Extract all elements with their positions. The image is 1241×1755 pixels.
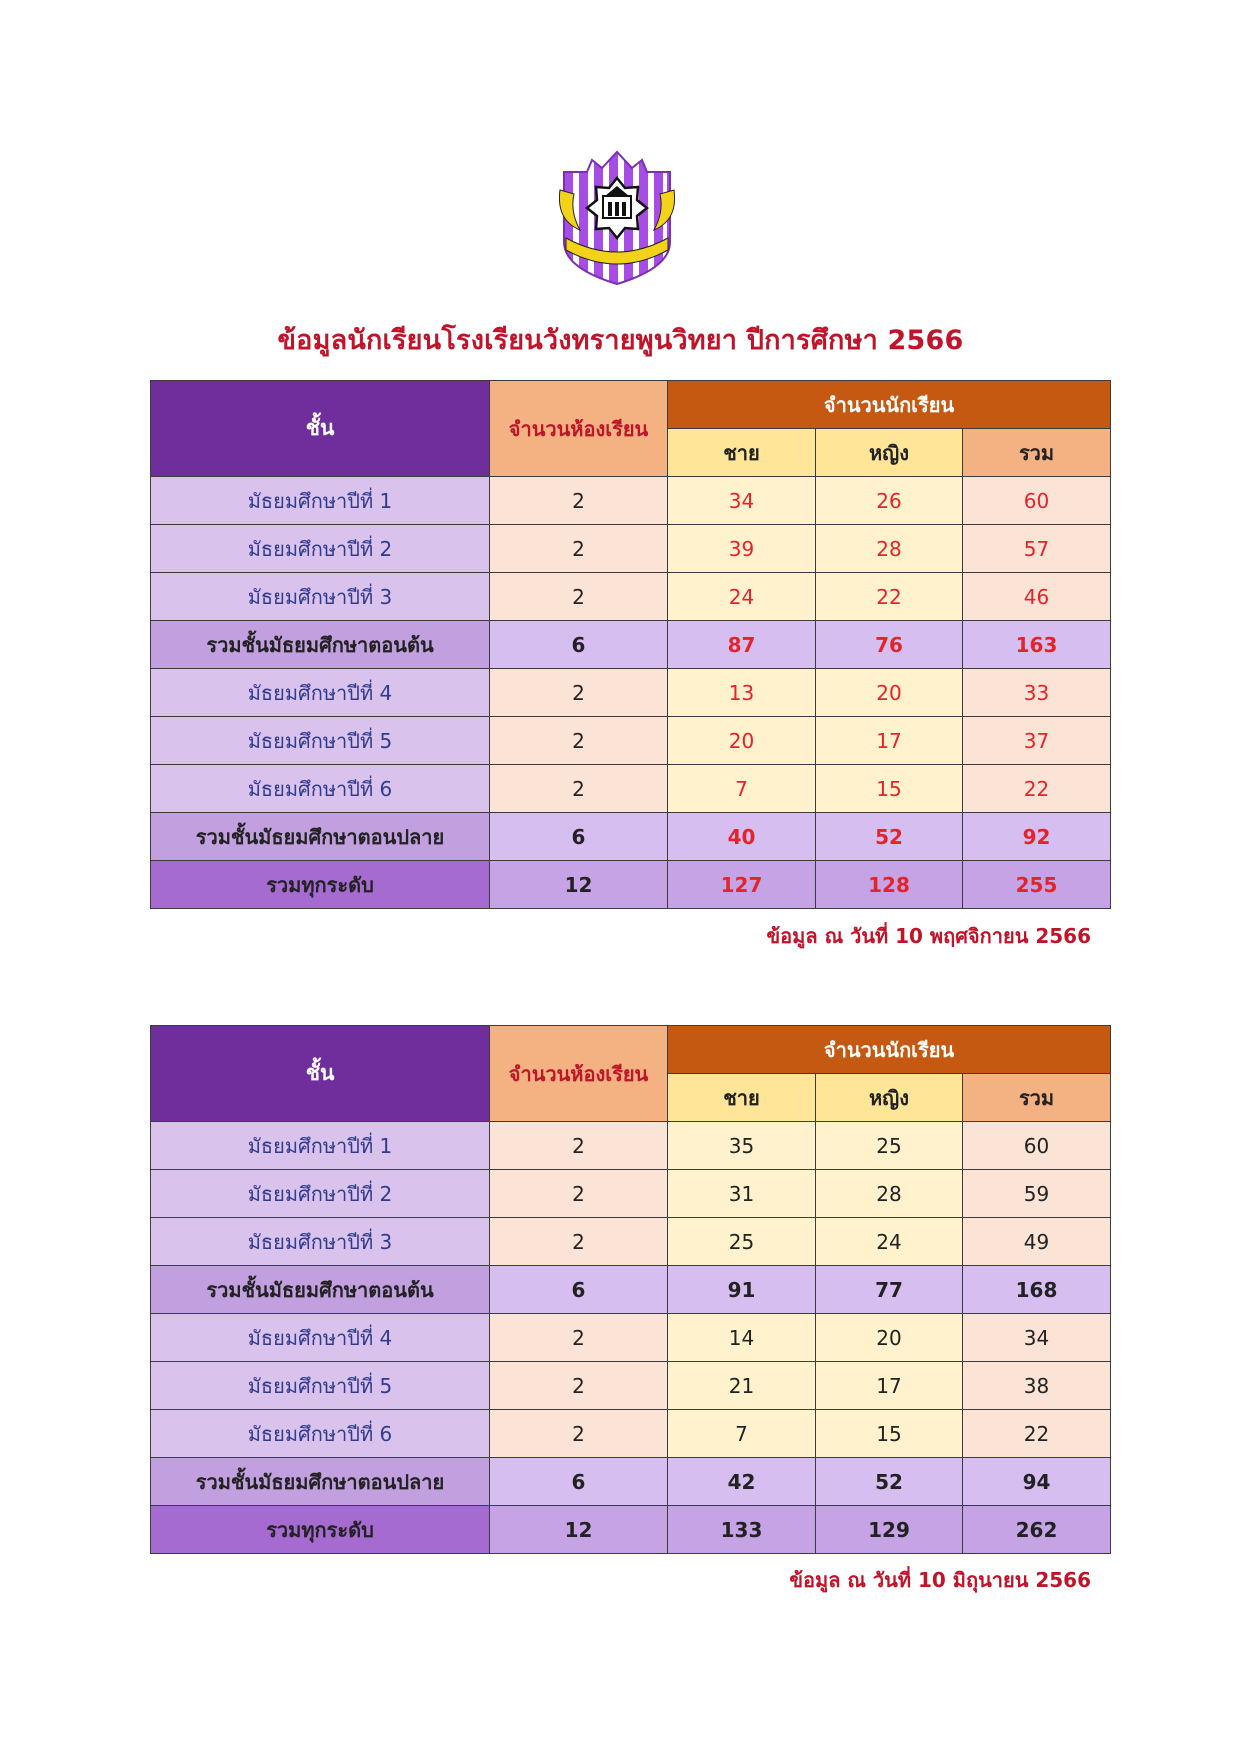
cell-total: 60 xyxy=(963,477,1111,525)
cell-female: 20 xyxy=(816,669,963,717)
table-row xyxy=(151,813,1111,861)
header-rooms: จำนวนห้องเรียน xyxy=(490,1026,668,1122)
table-row xyxy=(151,669,1111,717)
student-table-november xyxy=(150,380,1111,909)
table-row xyxy=(151,717,1111,765)
cell-female: 52 xyxy=(816,1458,963,1506)
cell-male: 34 xyxy=(668,477,816,525)
cell-total: 57 xyxy=(963,525,1111,573)
cell-rooms: 6 xyxy=(490,813,668,861)
cell-total: 60 xyxy=(963,1122,1111,1170)
cell-male: 31 xyxy=(668,1170,816,1218)
cell-female: 128 xyxy=(816,861,963,909)
cell-female: 15 xyxy=(816,765,963,813)
cell-male: 42 xyxy=(668,1458,816,1506)
header-level: ชั้น xyxy=(151,381,490,477)
cell-level: มัธยมศึกษาปีที่ 4 xyxy=(151,669,490,717)
cell-level: มัธยมศึกษาปีที่ 2 xyxy=(151,525,490,573)
cell-level: รวมทุกระดับ xyxy=(151,1506,490,1554)
table-row xyxy=(151,861,1111,909)
cell-rooms: 2 xyxy=(490,525,668,573)
cell-rooms: 2 xyxy=(490,1362,668,1410)
cell-total: 22 xyxy=(963,765,1111,813)
cell-total: 34 xyxy=(963,1314,1111,1362)
cell-male: 14 xyxy=(668,1314,816,1362)
cell-rooms: 2 xyxy=(490,1218,668,1266)
header-rooms: จำนวนห้องเรียน xyxy=(490,381,668,477)
cell-total: 33 xyxy=(963,669,1111,717)
cell-total: 92 xyxy=(963,813,1111,861)
cell-male: 87 xyxy=(668,621,816,669)
cell-male: 7 xyxy=(668,1410,816,1458)
cell-female: 15 xyxy=(816,1410,963,1458)
cell-level: รวมชั้นมัธยมศึกษาตอนต้น xyxy=(151,1266,490,1314)
cell-male: 127 xyxy=(668,861,816,909)
cell-rooms: 2 xyxy=(490,573,668,621)
header-students: จำนวนนักเรียน xyxy=(668,1026,1111,1074)
cell-total: 255 xyxy=(963,861,1111,909)
table-row xyxy=(151,525,1111,573)
table-row xyxy=(151,477,1111,525)
cell-female: 26 xyxy=(816,477,963,525)
cell-male: 24 xyxy=(668,573,816,621)
cell-level: มัธยมศึกษาปีที่ 5 xyxy=(151,1362,490,1410)
table-row xyxy=(151,1506,1111,1554)
cell-female: 22 xyxy=(816,573,963,621)
cell-female: 76 xyxy=(816,621,963,669)
cell-rooms: 2 xyxy=(490,717,668,765)
cell-rooms: 12 xyxy=(490,1506,668,1554)
cell-level: มัธยมศึกษาปีที่ 6 xyxy=(151,1410,490,1458)
cell-level: มัธยมศึกษาปีที่ 1 xyxy=(151,477,490,525)
cell-male: 13 xyxy=(668,669,816,717)
table-row xyxy=(151,1266,1111,1314)
cell-level: มัธยมศึกษาปีที่ 4 xyxy=(151,1314,490,1362)
cell-rooms: 12 xyxy=(490,861,668,909)
cell-male: 25 xyxy=(668,1218,816,1266)
cell-female: 28 xyxy=(816,525,963,573)
header-total: รวม xyxy=(963,429,1111,477)
cell-male: 7 xyxy=(668,765,816,813)
cell-male: 35 xyxy=(668,1122,816,1170)
table-row xyxy=(151,573,1111,621)
cell-rooms: 6 xyxy=(490,621,668,669)
cell-total: 22 xyxy=(963,1410,1111,1458)
cell-level: มัธยมศึกษาปีที่ 6 xyxy=(151,765,490,813)
table-row xyxy=(151,765,1111,813)
cell-level: มัธยมศึกษาปีที่ 2 xyxy=(151,1170,490,1218)
page-title: ข้อมูลนักเรียนโรงเรียนวังทรายพูนวิทยา ปีการศึกษา 2566 xyxy=(277,325,964,356)
cell-total: 163 xyxy=(963,621,1111,669)
cell-female: 24 xyxy=(816,1218,963,1266)
cell-total: 262 xyxy=(963,1506,1111,1554)
data-date-note: ข้อมูล ณ วันที่ 10 มิถุนายน 2566 xyxy=(789,1568,1091,1592)
table-row xyxy=(151,1218,1111,1266)
cell-female: 25 xyxy=(816,1122,963,1170)
cell-total: 46 xyxy=(963,573,1111,621)
cell-female: 77 xyxy=(816,1266,963,1314)
cell-total: 59 xyxy=(963,1170,1111,1218)
table-row xyxy=(151,621,1111,669)
table-row xyxy=(151,1458,1111,1506)
cell-level: รวมทุกระดับ xyxy=(151,861,490,909)
cell-rooms: 2 xyxy=(490,669,668,717)
cell-male: 39 xyxy=(668,525,816,573)
cell-rooms: 6 xyxy=(490,1458,668,1506)
table-row xyxy=(151,1122,1111,1170)
cell-male: 20 xyxy=(668,717,816,765)
cell-rooms: 2 xyxy=(490,1122,668,1170)
cell-female: 17 xyxy=(816,1362,963,1410)
cell-level: รวมชั้นมัธยมศึกษาตอนต้น xyxy=(151,621,490,669)
cell-level: มัธยมศึกษาปีที่ 3 xyxy=(151,573,490,621)
header-total: รวม xyxy=(963,1074,1111,1122)
cell-level: รวมชั้นมัธยมศึกษาตอนปลาย xyxy=(151,813,490,861)
table-row xyxy=(151,1314,1111,1362)
cell-female: 17 xyxy=(816,717,963,765)
header-female: หญิง xyxy=(816,1074,963,1122)
cell-female: 28 xyxy=(816,1170,963,1218)
cell-level: รวมชั้นมัธยมศึกษาตอนปลาย xyxy=(151,1458,490,1506)
cell-rooms: 2 xyxy=(490,477,668,525)
cell-total: 37 xyxy=(963,717,1111,765)
cell-level: มัธยมศึกษาปีที่ 1 xyxy=(151,1122,490,1170)
data-date-note: ข้อมูล ณ วันที่ 10 พฤศจิกายน 2566 xyxy=(766,924,1091,948)
cell-rooms: 2 xyxy=(490,1314,668,1362)
cell-male: 21 xyxy=(668,1362,816,1410)
table-row xyxy=(151,1410,1111,1458)
header-female: หญิง xyxy=(816,429,963,477)
cell-rooms: 2 xyxy=(490,1410,668,1458)
table-row xyxy=(151,1170,1111,1218)
cell-rooms: 6 xyxy=(490,1266,668,1314)
header-male: ชาย xyxy=(668,429,816,477)
header-male: ชาย xyxy=(668,1074,816,1122)
cell-level: มัธยมศึกษาปีที่ 5 xyxy=(151,717,490,765)
cell-female: 52 xyxy=(816,813,963,861)
cell-total: 168 xyxy=(963,1266,1111,1314)
cell-rooms: 2 xyxy=(490,765,668,813)
header-students: จำนวนนักเรียน xyxy=(668,381,1111,429)
table-row xyxy=(151,1362,1111,1410)
school-emblem-icon xyxy=(552,150,682,286)
header-level: ชั้น xyxy=(151,1026,490,1122)
cell-rooms: 2 xyxy=(490,1170,668,1218)
cell-total: 49 xyxy=(963,1218,1111,1266)
cell-female: 129 xyxy=(816,1506,963,1554)
student-table-june xyxy=(150,1025,1111,1554)
cell-total: 38 xyxy=(963,1362,1111,1410)
cell-male: 40 xyxy=(668,813,816,861)
cell-level: มัธยมศึกษาปีที่ 3 xyxy=(151,1218,490,1266)
cell-female: 20 xyxy=(816,1314,963,1362)
cell-male: 133 xyxy=(668,1506,816,1554)
cell-total: 94 xyxy=(963,1458,1111,1506)
cell-male: 91 xyxy=(668,1266,816,1314)
